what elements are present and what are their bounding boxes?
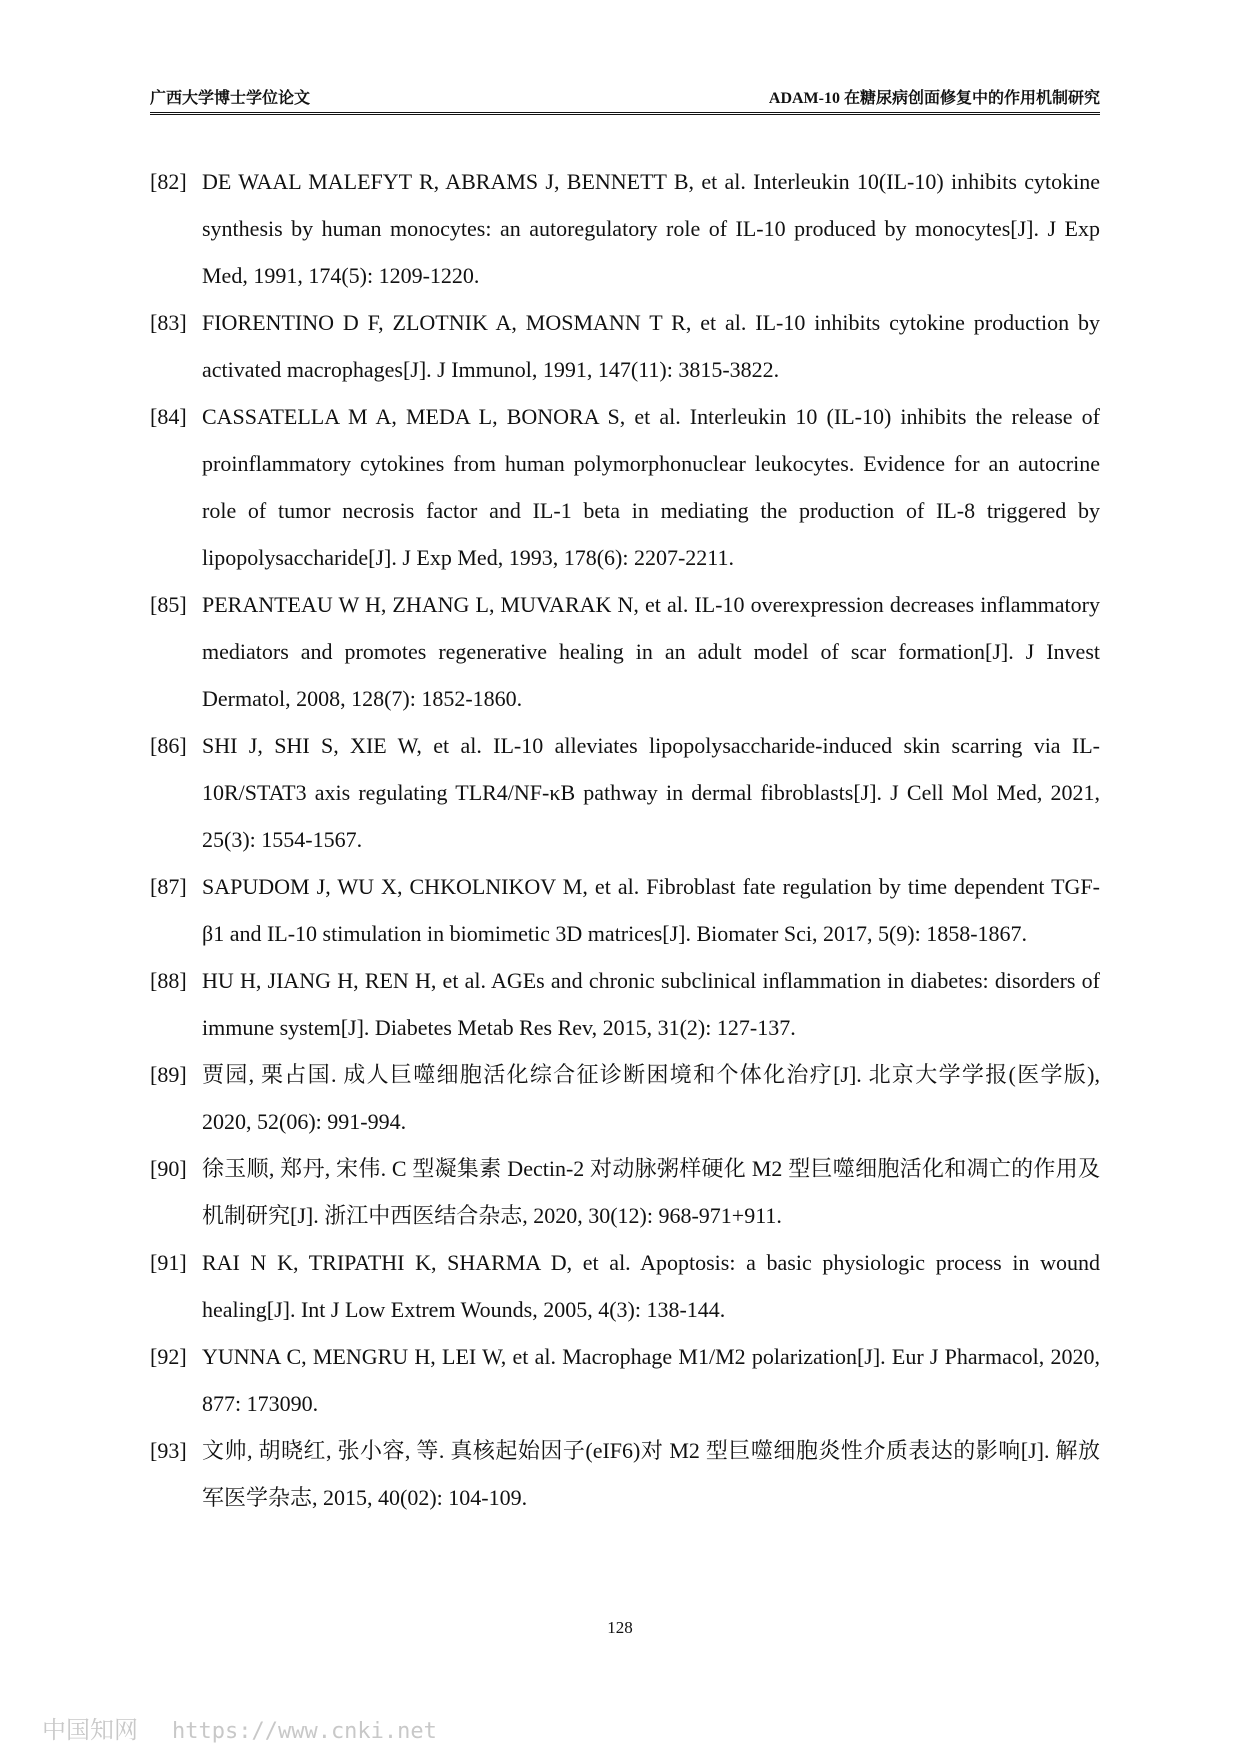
reference-number: [85] [150,592,187,617]
reference-item [150,158,1100,299]
reference-text: HU H, JIANG H, REN H, et al. AGEs and chronic subclinical inflammation in diabetes: disorders of immune system[J]. Diabetes Metab Res Rev, 2015, 31(2): 127-137. [202,968,1100,1040]
reference-number: [90] [150,1156,187,1181]
reference-number: [86] [150,733,187,758]
reference-number: [82] [150,169,187,194]
page-number: 128 [607,1618,633,1637]
reference-number: [87] [150,874,187,899]
reference-text: DE WAAL MALEFYT R, ABRAMS J, BENNETT B, et al. Interleukin 10(IL-10) inhibits cytokine synthesis by human monocytes: an autoregulatory role of IL-10 produced by monocytes[J]. J Exp Med, 1991, 174(5): 1209-1220. [202,169,1100,288]
reference-item [150,722,1100,863]
watermark-url: https://www.cnki.net [172,1719,437,1744]
reference-text: CASSATELLA M A, MEDA L, BONORA S, et al. Interleukin 10 (IL-10) inhibits the release of proinflammatory cytokines from human polymorphonuclear leukocytes. Evidence for an autocrine role of tumor necrosis factor and IL-1 beta in mediating the production of IL-8 triggered by lipopolysaccharide[J]. J Exp Med, 1993, 178(6): 2207-2211. [202,404,1100,570]
reference-number: [88] [150,968,187,993]
reference-item [150,863,1100,957]
reference-item [150,299,1100,393]
reference-item [150,1051,1100,1145]
reference-item [150,1427,1100,1521]
reference-item [150,957,1100,1051]
reference-text: RAI N K, TRIPATHI K, SHARMA D, et al. Apoptosis: a basic physiologic process in wound healing[J]. Int J Low Extrem Wounds, 2005, 4(3): 138-144. [202,1250,1100,1322]
reference-item [150,1145,1100,1239]
reference-number: [93] [150,1438,187,1463]
reference-text: 徐玉顺, 郑丹, 宋伟. C 型凝集素 Dectin-2 对动脉粥样硬化 M2 型巨噬细胞活化和凋亡的作用及机制研究[J]. 浙江中西医结合杂志, 2020, 30(12): 968-971+911. [202,1156,1100,1228]
watermark-site: 中国知网 [42,1718,138,1744]
reference-number: [84] [150,404,187,429]
reference-item [150,581,1100,722]
reference-item [150,393,1100,581]
reference-text: PERANTEAU W H, ZHANG L, MUVARAK N, et al. IL-10 overexpression decreases inflammatory mediators and promotes regenerative healing in an adult model of scar formation[J]. J Invest Dermatol, 2008, 128(7): 1852-1860. [202,592,1100,711]
page-header [150,86,1100,115]
reference-text: 文帅, 胡晓红, 张小容, 等. 真核起始因子(eIF6)对 M2 型巨噬细胞炎性介质表达的影响[J]. 解放军医学杂志, 2015, 40(02): 104-109. [202,1438,1100,1510]
reference-number: [91] [150,1250,187,1275]
reference-text: SAPUDOM J, WU X, CHKOLNIKOV M, et al. Fibroblast fate regulation by time dependent TGF-β1 and IL-10 stimulation in biomimetic 3D matrices[J]. Biomater Sci, 2017, 5(9): 1858-1867. [202,874,1100,946]
watermark [42,1710,437,1745]
reference-number: [92] [150,1344,187,1369]
research-title: ADAM-10 在糖尿病创面修复中的作用机制研究 [768,90,1100,107]
reference-text: FIORENTINO D F, ZLOTNIK A, MOSMANN T R, et al. IL-10 inhibits cytokine production by activated macrophages[J]. J Immunol, 1991, 147(11): 3815-3822. [202,310,1100,382]
thesis-title: 广西大学博士学位论文 [150,90,311,107]
reference-number: [83] [150,310,187,335]
reference-number: [89] [150,1062,187,1087]
reference-text: 贾园, 栗占国. 成人巨噬细胞活化综合征诊断困境和个体化治疗[J]. 北京大学学报(医学版), 2020, 52(06): 991-994. [202,1062,1100,1134]
reference-item [150,1333,1100,1427]
reference-list [150,158,1100,1521]
reference-item [150,1239,1100,1333]
reference-text: SHI J, SHI S, XIE W, et al. IL-10 alleviates lipopolysaccharide-induced skin scarring via IL-10R/STAT3 axis regulating TLR4/NF-κB pathway in dermal fibroblasts[J]. J Cell Mol Med, 2021, 25(3): 1554-1567. [202,733,1100,852]
reference-text: YUNNA C, MENGRU H, LEI W, et al. Macrophage M1/M2 polarization[J]. Eur J Pharmacol, 2020, 877: 173090. [202,1344,1100,1416]
